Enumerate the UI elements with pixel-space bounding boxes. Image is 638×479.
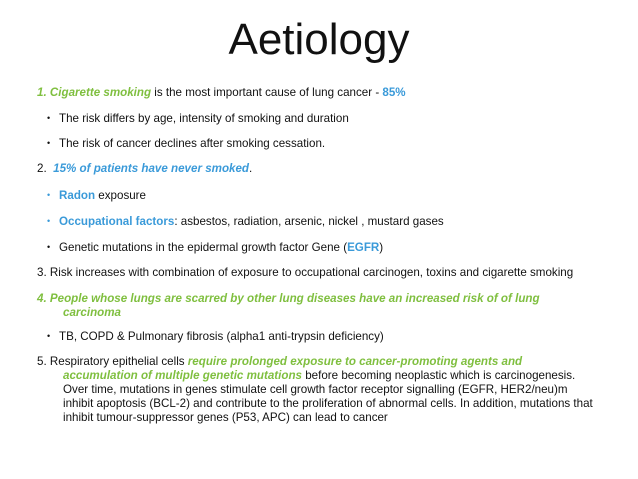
point-1 — [37, 86, 406, 100]
bullet-emphasis: EGFR — [347, 241, 380, 254]
bullet-item — [47, 136, 325, 151]
point-2-number: 2. — [37, 162, 47, 175]
bullet-emphasis: Radon — [59, 189, 96, 202]
bullet-icon: • — [47, 216, 51, 226]
bullet-text-end: ) — [379, 241, 384, 254]
point-4-line-2: carcinoma — [63, 306, 121, 319]
bullet-icon: • — [47, 242, 51, 252]
point-5-emphasis: require prolonged exposure to cancer-promoting agents and — [187, 355, 523, 368]
bullet-emphasis: Occupational factors — [59, 215, 175, 228]
bullet-icon: • — [47, 331, 51, 341]
bullet-icon: • — [47, 190, 51, 200]
bullet-icon: • — [47, 138, 51, 148]
point-5-line-5: inhibit tumour-suppressor genes (P53, APC) can lead to cancer — [63, 411, 388, 424]
bullet-text: Genetic mutations in the epidermal growth factor Gene ( — [59, 241, 348, 254]
bullet-text: TB, COPD & Pulmonary fibrosis (alpha1 anti-trypsin deficiency) — [59, 330, 384, 343]
point-4-line-1: 4. People whose lungs are scarred by other lung diseases have an increased risk of of lung — [37, 292, 540, 305]
point-5-text: 5. Respiratory epithelial cells — [37, 355, 188, 368]
point-5-line-1 — [37, 355, 522, 369]
bullet-item — [47, 214, 444, 229]
point-5-line-2 — [63, 369, 575, 383]
bullet-text: exposure — [95, 189, 146, 202]
point-2-end: . — [249, 162, 253, 175]
page-title: Aetiology — [228, 15, 410, 64]
point-3: 3. Risk increases with combination of exposure to occupational carcinogen, toxins and cigarette smoking — [37, 266, 574, 279]
bullet-item — [47, 188, 146, 203]
bullet-icon: • — [47, 113, 51, 123]
point-2 — [37, 162, 252, 176]
point-1-percent: 85% — [382, 86, 406, 99]
bullet-item — [47, 240, 383, 255]
point-1-number: 1. — [37, 86, 47, 99]
bullet-item — [47, 111, 349, 126]
point-1-text: is the most important cause of lung cancer - — [151, 86, 383, 99]
point-5-text-2: before becoming neoplastic which is carcinogenesis. — [302, 369, 576, 382]
bullet-text: The risk differs by age, intensity of smoking and duration — [59, 112, 349, 125]
point-5-line-4: inhibit apoptosis (BCL-2) and contribute to the proliferation of abnormal cells. In addition, mutations that — [63, 397, 593, 410]
bullet-text: : asbestos, radiation, arsenic, nickel , mustard gases — [174, 215, 444, 228]
point-2-emphasis: 15% of patients have never smoked — [53, 162, 250, 175]
point-5-line-3: Over time, mutations in genes stimulate cell growth factor receptor signalling (EGFR, HER2/neu)m — [63, 383, 568, 396]
bullet-text: The risk of cancer declines after smoking cessation. — [59, 137, 326, 150]
bullet-item — [47, 329, 384, 344]
point-5-emphasis-2: accumulation of multiple genetic mutations — [63, 369, 302, 382]
point-1-emphasis: Cigarette smoking — [49, 86, 152, 99]
